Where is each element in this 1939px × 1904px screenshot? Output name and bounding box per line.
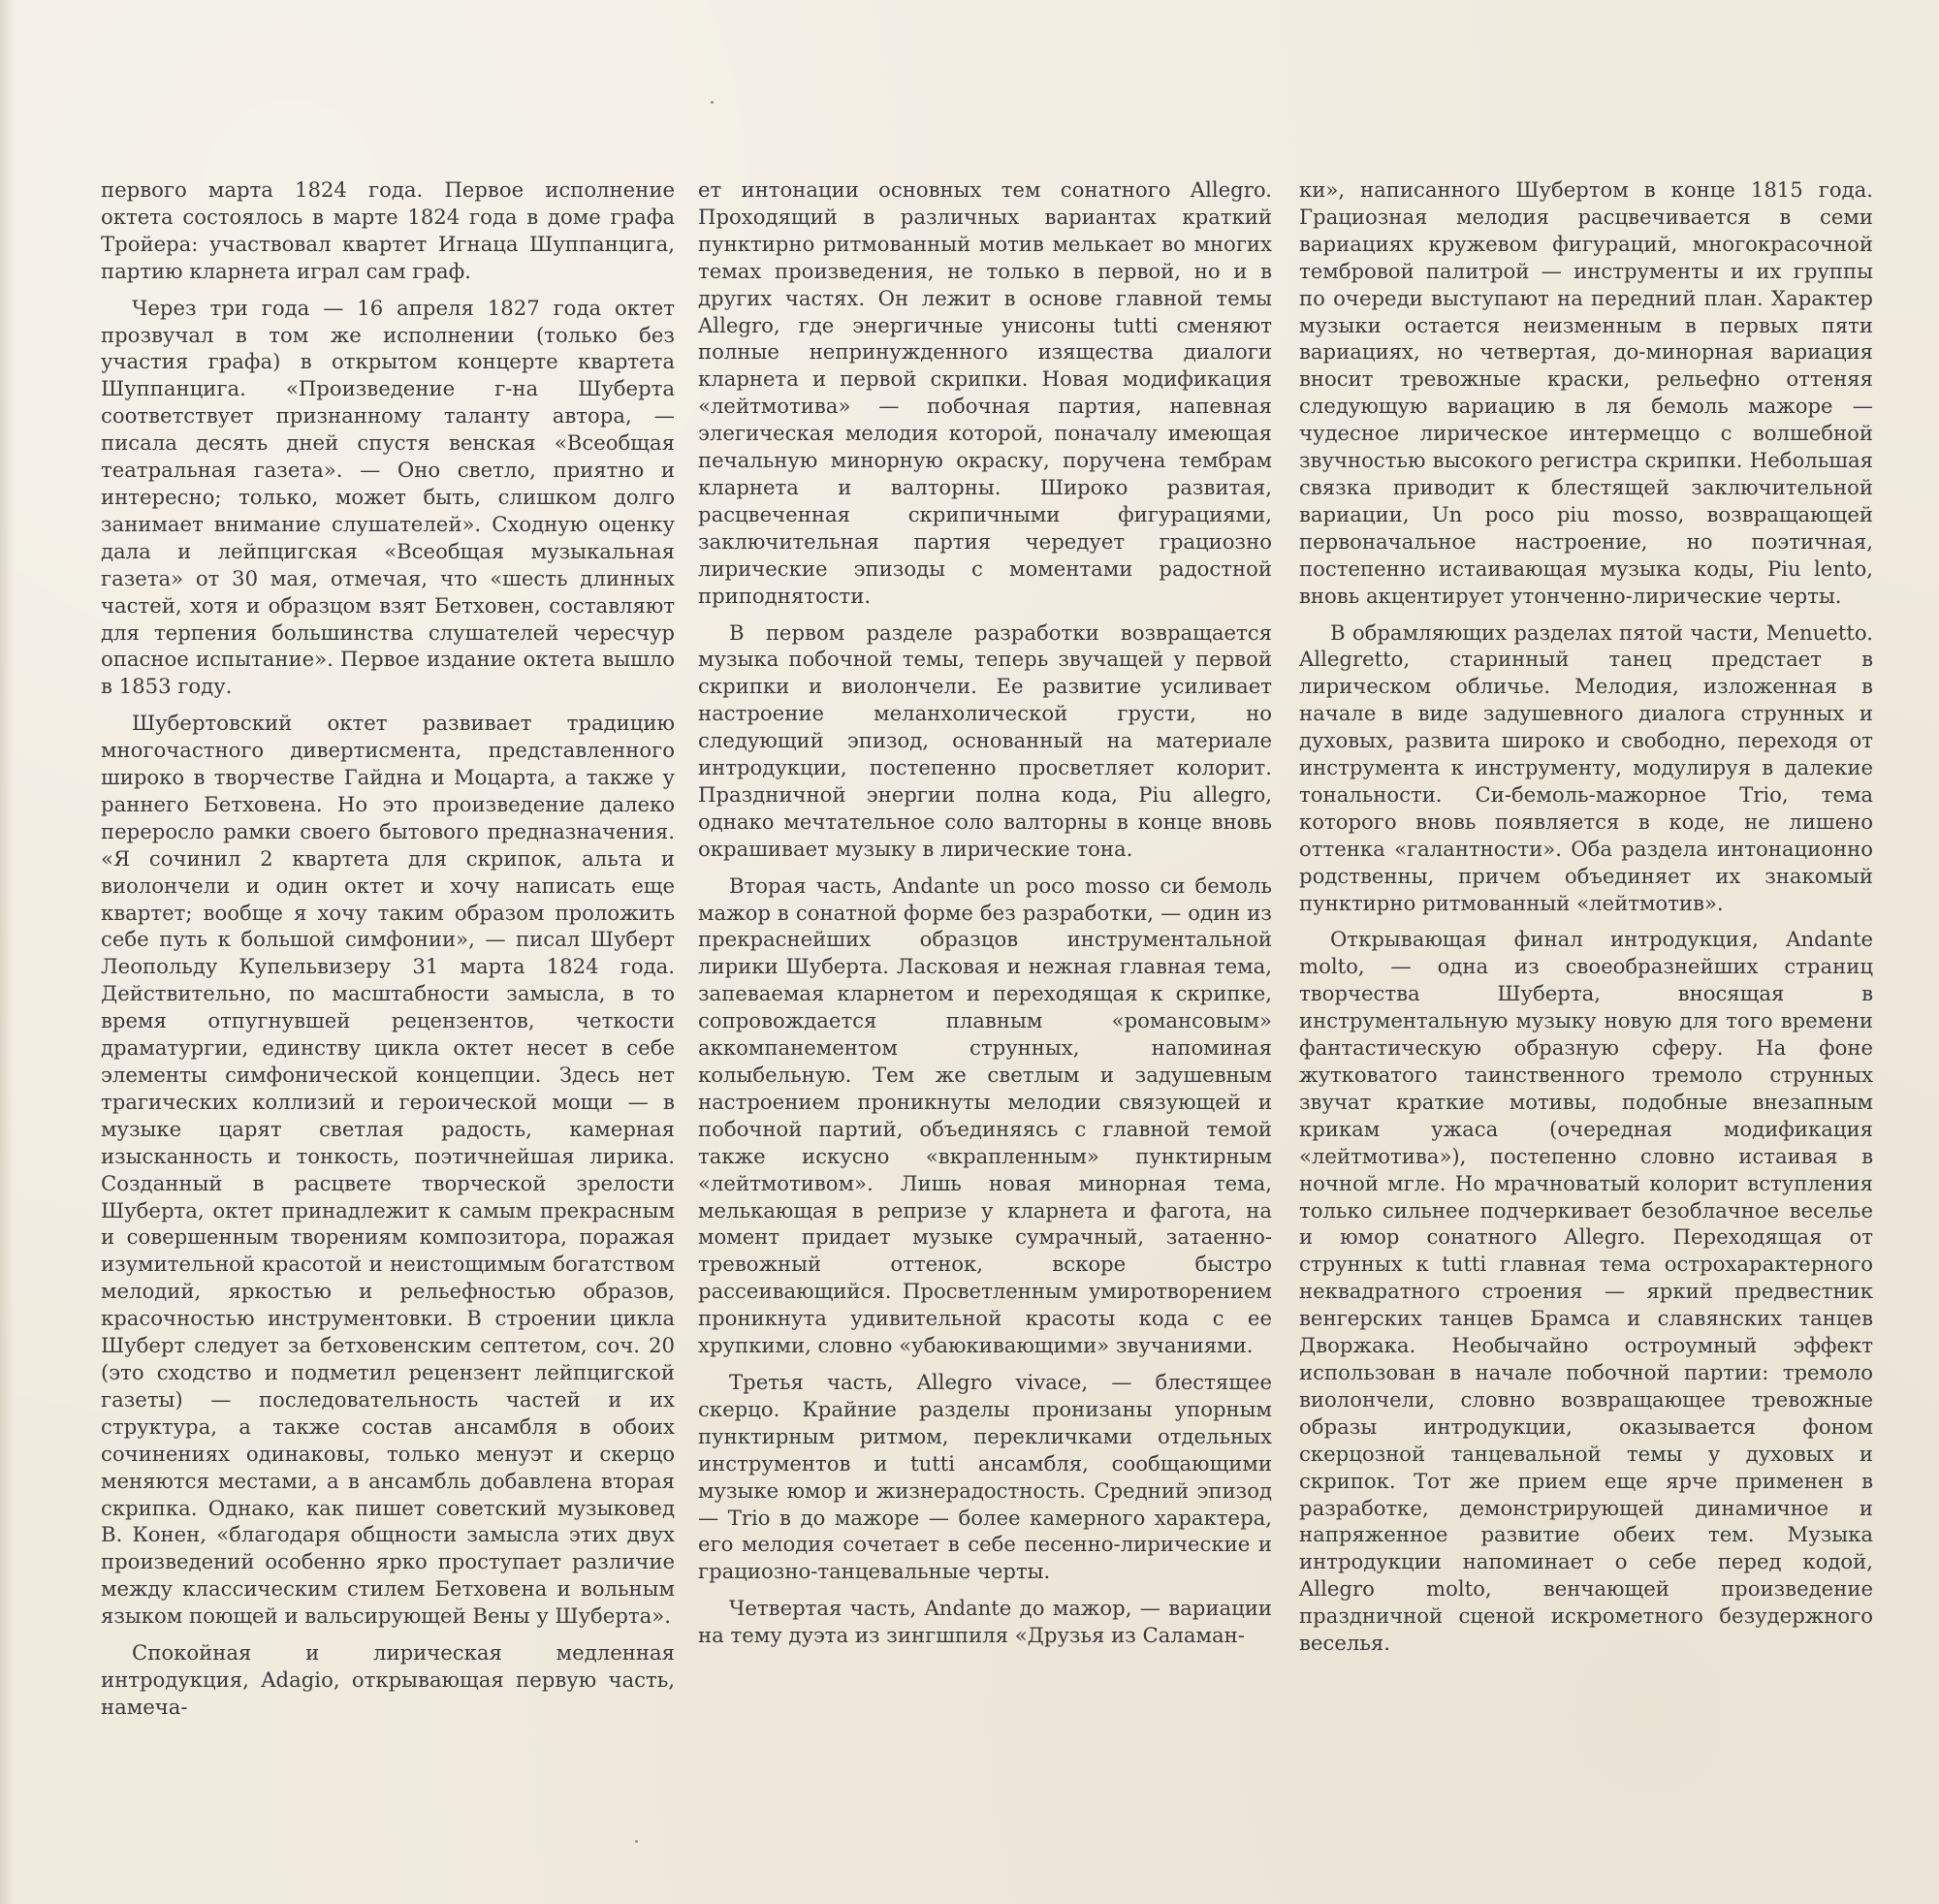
paragraph: Через три года — 16 апреля 1827 года октет прозвучал в том же исполнении (только без участия графа) в открытом концерте квартета Шуппанцига. «Произведение г-на Шуберта соответствует признанному таланту автора, — писала десять дней спустя венская «Всеобщая театральная газета». — Оно светло, приятно и интересно; только, может быть, слишком долго занимает внимание слушателей». Сходную оценку дала и лейпцигская «Всеобщая музыкальная газета» от 30 мая, отмечая, что «шесть длинных частей, хотя и образцом взят Бетховен, составляют для терпения большинства слушателей чересчур опасное испытание». Первое издание октета вышло в 1853 году. — [101, 295, 675, 699]
paper-speck — [635, 1840, 638, 1843]
paragraph: ки», написанного Шубертом в конце 1815 года. Грациозная мелодия расцвечивается в семи вариациях кружевом фигураций, многокрасочной тембровой палитрой — инструменты и их группы по очереди выступают на передний план. Характер музыки остается неизменным в первых пяти вариациях, но четвертая, до-минорная вариация вносит тревожные краски, рельефно оттеняя следующую вариацию в ля бемоль мажоре — чудесное лирическое интермеццо с волшебной звучностью высокого регистра скрипки. Небольшая связка приводит к блестящей заключительной вариации, Un poco piu mosso, возвращающей первоначальное настроение, но поэтичная, постепенно истаивающая музыка коды, Piu lento, вновь акцентирует утонченно-лирические черты. — [1299, 177, 1873, 608]
paragraph: первого марта 1824 года. Первое исполнение октета состоялось в марте 1824 года в доме графа Тройера: участвовал квартет Игнаца Шуппанцига, партию кларнета играл сам граф. — [101, 177, 675, 283]
text-column-2 — [698, 176, 1272, 1659]
paragraph: Шубертовский октет развивает традицию многочастного дивертисмента, представленного широко в творчестве Гайдна и Моцарта, а также у раннего Бетховена. Но это произведение далеко переросло рамки своего бытового предназначения. «Я сочинил 2 квартета для скрипок, альта и виолончели и один октет и хочу написать еще квартет; вообще я хочу таким образом проложить себе путь к большой симфонии», — писал Шуберт Леопольду Купельвизеру 31 марта 1824 года. Действительно, по масштабности замысла, в то время отпугнувшей рецензентов, четкости драматургии, единству цикла октет несет в себе элементы симфонической концепции. Здесь нет трагических коллизий и героической мощи — в музыке царят светлая радость, камерная изысканность и тонкость, поэтичнейшая лирика. Созданный в расцвете творческой зрелости Шуберта, октет принадлежит к самым прекрасным и совершенным творениям композитора, поражая изумительной красотой и неистощимым богатством мелодий, яркостью и рельефностью образов, красочностью инструментовки. В строении цикла Шуберт следует за бетховенским септетом, соч. 20 (это сходство и подметил рецензент лейпцигской газеты) — последовательность частей и их структура, а также состав ансамбля в обоих сочинениях одинаковы, только менуэт и скерцо меняются местами, а в ансамбль добавлена вторая скрипка. Однако, как пишет советский музыковед В. Конен, «благодаря общности замысла этих двух произведений особенно ярко проступает различие между классическим стилем Бетховена и вольным языком поющей и вальсирующей Вены у Шуберта». — [101, 711, 675, 1629]
paragraph: Третья часть, Allegro vivace, — блестящее скерцо. Крайние разделы пронизаны упорным пунктирным ритмом, перекличками отдельных инструментов и tutti ансамбля, сообщающими музыке юмор и жизнерадостность. Средний эпизод — Trio в до мажоре — более камерного характера, его мелодия сочетает в себе песенно-лирические и грациозно-танцевальные черты. — [698, 1369, 1272, 1584]
paragraph: ет интонации основных тем сонатного Allegro. Проходящий в различных вариантах краткий пунктирно ритмованный мотив мелькает во многих темах произведения, не только в первой, но и в других частях. Он лежит в основе главной темы Allegro, где энергичные унисоны tutti сменяют полные непринужденного изящества диалоги кларнета и первой скрипки. Новая модификация «лейтмотива» — побочная партия, напевная элегическая мелодия которой, поначалу имеющая печальную минорную окраску, поручена тембрам кларнета и валторны. Широко развитая, расцвеченная скрипичными фигурациями, заключительная партия чередует грациозно лирические эпизоды с моментами радостной приподнятости. — [698, 177, 1272, 608]
paragraph: В первом разделе разработки возвращается музыка побочной темы, теперь звучащей у первой скрипки и виолончели. Ее развитие усиливает настроение меланхолической грусти, но следующий эпизод, основанный на материале интродукции, постепенно просветляет колорит. Праздничной энергии полна кода, Piu allegro, однако мечтательное соло валторны в конце вновь окрашивает музыку в лирические тона. — [698, 619, 1272, 861]
paragraph: Вторая часть, Andante un poco mosso си бемоль мажор в сонатной форме без разработки, — один из прекраснейших образцов инструментальной лирики Шуберта. Ласковая и нежная главная тема, запеваемая кларнетом и переходящая к скрипке, сопровождается плавным «романсовым» аккомпанементом струнных, напоминая колыбельную. Тем же светлым и задушевным настроением проникнуты мелодии связующей и побочной партий, объединяясь с главной темой также искусно «вкрапленным» пунктирным «лейтмотивом». Лишь новая минорная тема, мелькающая в репризе у кларнета и фагота, на момент придает музыке сумрачный, затаенно-тревожный оттенок, вскоре быстро рассеивающийся. Просветленным умиротворением проникнута удивительной красоты кода с ее хрупкими, словно «убаюкивающими» звучаниями. — [698, 873, 1272, 1358]
paper-speck — [711, 101, 714, 104]
paragraph: Четвертая часть, Andante до мажор, — вариации на тему дуэта из зингшпиля «Друзья из Саламан- — [698, 1596, 1272, 1648]
paragraph: В обрамляющих разделах пятой части, Menuetto. Allegretto, старинный танец предстает в лирическом обличье. Мелодия, изложенная в начале в виде задушевного диалога струнных и духовых, развита широко и свободно, переходя от инструмента к инструменту, модулируя в далекие тональности. Си-бемоль-мажорное Trio, тема которого вновь появляется в коде, не лишено оттенка «галантности». Оба раздела интонационно родственны, причем объединяет их знакомый пунктирно ритмованный «лейтмотив». — [1299, 619, 1873, 915]
paragraph: Открывающая финал интродукция, Andante molto, — одна из своеобразнейших страниц творчества Шуберта, вносящая в инструментальную музыку новую для того времени фантастическую образную сферу. На фоне жутковатого таинственного тремоло струнных звучат краткие мотивы, подобные внезапным крикам ужаса (очередная модификация «лейтмотива»), постепенно словно истаивая в ночной мгле. Но мрачноватый колорит вступления только сильнее подчеркивает безоблачное веселье и юмор сонатного Allegro. Переходящая от струнных к tutti главная тема острохарактерного неквадратного строения — яркий предвестник венгерских танцев Брамса и славянских танцев Дворжака. Необычайно остроумный эффект использован в начале побочной партии: тремоло виолончели, словно возвращающее тревожные образы интродукции, оказывается фоном скерцозной танцевальной темы у духовых и скрипок. Тот же прием еще ярче применен в разработке, демонстрирующей динамичное и напряженное развитие обеих тем. Музыка интродукции напоминает о себе перед кодой, Allegro molto, венчающей произведение праздничной сценой искрометного безудержного веселья. — [1299, 927, 1873, 1656]
paragraph: Спокойная и лирическая медленная интродукция, Adagio, открывающая первую часть, намеча- — [101, 1640, 675, 1719]
text-column-1 — [101, 176, 675, 1730]
text-column-3 — [1299, 176, 1873, 1666]
page-edge-shadow — [0, 0, 14, 1904]
